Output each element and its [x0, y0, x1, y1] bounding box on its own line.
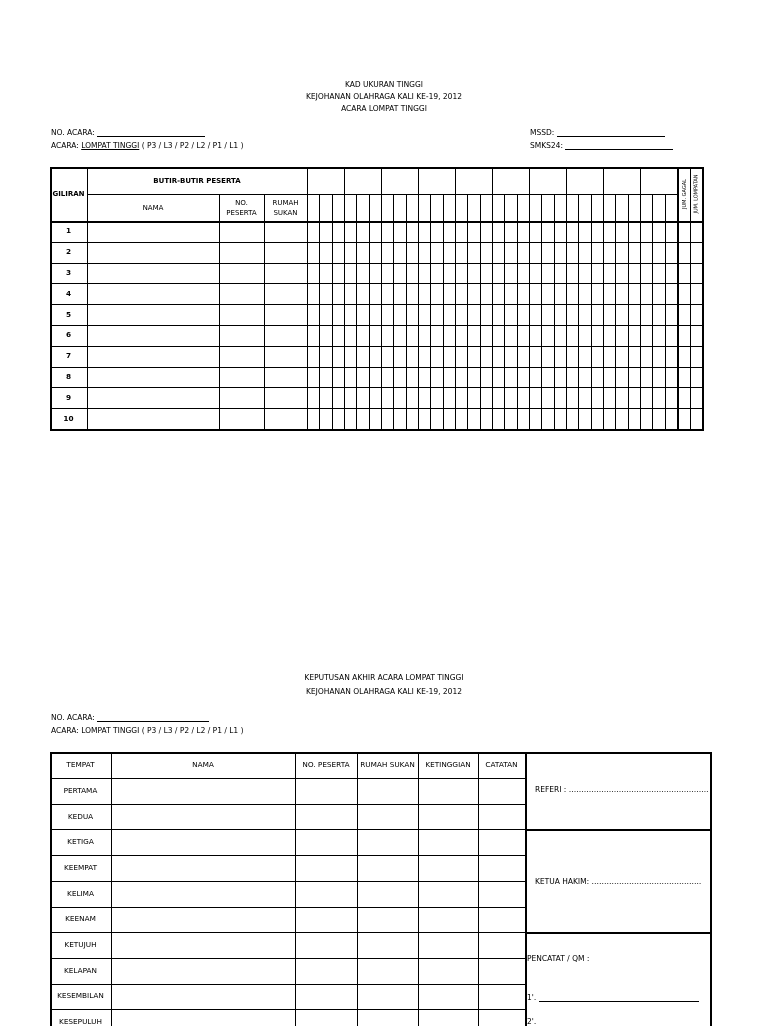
giliran-number: 7 [65, 351, 72, 361]
result-acara-field [51, 726, 244, 735]
card-attempt-rule [332, 194, 333, 429]
signature-panel-rule [525, 932, 710, 934]
card-attempt-rule [665, 194, 666, 429]
giliran-number: 5 [65, 309, 72, 319]
card-row-rule [50, 387, 702, 388]
card-row-rule [50, 408, 702, 409]
card-attempt-rule [356, 194, 357, 429]
giliran-number: 10 [63, 413, 74, 423]
place-label: KETUJUH [64, 940, 97, 950]
card-col-rule [307, 167, 308, 429]
jum-gagal-header [679, 167, 690, 221]
giliran-number: 8 [65, 371, 72, 381]
jum-lompatan-label: JUM. LOMPATAN [693, 174, 700, 214]
result-acara-categories: ( P3 / L3 / P2 / L2 / P1 / L1 ) [141, 726, 244, 735]
card-attempt-rule [369, 194, 370, 429]
card-table-bottom [50, 429, 702, 431]
pencatat-signature-1-label: 1'. [527, 993, 537, 1002]
no-acara-label: NO. ACARA: [51, 128, 95, 137]
card-title: KAD UKURAN TINGGI [344, 80, 424, 89]
result-row-rule [50, 958, 525, 959]
result-table-right [710, 752, 712, 1026]
giliran-number: 2 [65, 247, 72, 257]
result-col-rule [357, 752, 358, 1026]
card-attempt-rule [628, 194, 629, 429]
rumah-sukan-header: RUMAH SUKAN [272, 198, 299, 217]
place-label: KELAPAN [63, 965, 97, 975]
card-attempt-rule [443, 194, 444, 429]
smks24-field[interactable] [530, 141, 673, 150]
card-height-group-rule [492, 167, 493, 429]
smks24-label: SMKS24: [530, 141, 563, 150]
referi-signature[interactable]: REFERI : ……………………………………………….. [535, 785, 709, 794]
result-header-rule [50, 778, 525, 779]
card-row-rule [50, 367, 702, 368]
result-catatan-header: CATATAN [485, 760, 518, 769]
butir-peserta-header: BUTIR-BUTIR PESERTA [153, 176, 241, 185]
signature-panel-rule [525, 829, 710, 831]
place-label: KEEMPAT [63, 862, 98, 872]
card-attempt-rule [578, 194, 579, 429]
result-col-rule [418, 752, 419, 1026]
card-attempt-rule [591, 194, 592, 429]
card-attempt-rule [615, 194, 616, 429]
nama-header: NAMA [142, 203, 164, 212]
card-attempt-rule [541, 194, 542, 429]
mssd-label: MSSD: [530, 128, 555, 137]
card-height-group-rule [381, 167, 382, 429]
card-row-rule [50, 304, 702, 305]
result-row-rule [50, 881, 525, 882]
result-row-rule [50, 907, 525, 908]
giliran-number: 9 [65, 392, 72, 402]
jum-gagal-label: JUM. GAGAL [681, 179, 688, 209]
card-row-rule [50, 242, 702, 243]
card-attempt-header-rule [307, 194, 677, 195]
card-attempt-rule [430, 194, 431, 429]
card-attempt-rule [504, 194, 505, 429]
giliran-number: 4 [65, 288, 72, 298]
place-label: KEENAM [65, 914, 96, 924]
card-height-group-rule [418, 167, 419, 429]
giliran-header: GILIRAN [52, 190, 85, 198]
result-row-rule [50, 1009, 525, 1010]
card-row-rule [50, 283, 702, 284]
card-height-group-rule [640, 167, 641, 429]
place-label: KESEMBILAN [57, 991, 104, 1001]
card-row-rule [50, 346, 702, 347]
card-height-group-rule [566, 167, 567, 429]
place-label: KETIGA [67, 837, 94, 847]
card-attempt-rule [517, 194, 518, 429]
acara-event: LOMPAT TINGGI [81, 141, 140, 150]
result-acara-event: LOMPAT TINGGI [81, 726, 140, 735]
pencatat-signature-1-blank[interactable] [539, 994, 699, 1002]
acara-categories: ( P3 / L3 / P2 / L2 / P1 / L1 ) [141, 141, 244, 150]
result-table-divider [525, 752, 527, 1026]
result-no-peserta-header: NO. PESERTA [302, 760, 350, 769]
result-no-acara-blank[interactable] [97, 714, 209, 722]
result-ketinggian-header: KETINGGIAN [425, 760, 471, 769]
result-no-acara-field[interactable] [51, 713, 209, 722]
no-acara-blank[interactable] [97, 129, 205, 137]
result-title: KEPUTUSAN AKHIR ACARA LOMPAT TINGGI [304, 673, 464, 682]
jum-lompatan-header [691, 167, 702, 221]
pencatat-signature-2-label: 2'. [527, 1017, 537, 1026]
card-col-rule [219, 194, 220, 429]
result-row-rule [50, 932, 525, 933]
giliran-number: 3 [65, 267, 72, 277]
ketua-hakim-signature[interactable]: KETUA HAKIM: …………………………………….. [535, 877, 702, 886]
card-height-group-rule [455, 167, 456, 429]
result-tempat-header: TEMPAT [66, 760, 95, 769]
place-label: PERTAMA [63, 785, 98, 795]
card-attempt-rule [554, 194, 555, 429]
giliran-number: 6 [65, 330, 72, 340]
result-col-rule [111, 752, 112, 1026]
card-row-rule [50, 325, 702, 326]
card-event-title: ACARA LOMPAT TINGGI [341, 104, 427, 113]
result-rumah-sukan-header: RUMAH SUKAN [360, 760, 415, 769]
result-col-rule [478, 752, 479, 1026]
pencatat-signature-1[interactable] [527, 993, 699, 1002]
place-label: KELIMA [67, 888, 94, 898]
result-row-rule [50, 855, 525, 856]
no-acara-field[interactable] [51, 128, 205, 137]
card-table-right [702, 167, 704, 431]
result-acara-label: ACARA: [51, 726, 79, 735]
acara-label: ACARA: [51, 141, 79, 150]
giliran-number: 1 [65, 226, 72, 236]
result-col-rule [295, 752, 296, 1026]
card-attempt-rule [406, 194, 407, 429]
card-col-rule [264, 194, 265, 429]
card-height-group-rule [344, 167, 345, 429]
card-attempt-rule [652, 194, 653, 429]
card-row-rule [50, 263, 702, 264]
place-label: KESEPULUH [59, 1017, 102, 1027]
card-championship-title: KEJOHANAN OLAHRAGA KALI KE-19, 2012 [306, 92, 462, 101]
card-attempt-rule [319, 194, 320, 429]
no-peserta-header: NO. PESERTA [226, 198, 257, 217]
card-attempt-rule [393, 194, 394, 429]
card-height-group-rule [529, 167, 530, 429]
pencatat-signature-2[interactable] [527, 1017, 536, 1026]
card-attempt-rule [480, 194, 481, 429]
smks24-blank[interactable] [565, 142, 673, 150]
result-championship-title: KEJOHANAN OLAHRAGA KALI KE-19, 2012 [306, 687, 462, 696]
mssd-blank[interactable] [557, 129, 665, 137]
mssd-field[interactable] [530, 128, 665, 137]
card-height-group-rule [603, 167, 604, 429]
pencatat-label: PENCATAT / QM : [527, 954, 590, 963]
card-attempt-rule [467, 194, 468, 429]
result-row-rule [50, 984, 525, 985]
result-nama-header: NAMA [192, 760, 214, 769]
place-label: KEDUA [67, 811, 94, 821]
result-row-rule [50, 829, 525, 830]
result-row-rule [50, 804, 525, 805]
card-header-bottom [87, 221, 702, 223]
acara-field [51, 141, 244, 150]
result-no-acara-label: NO. ACARA: [51, 713, 95, 722]
